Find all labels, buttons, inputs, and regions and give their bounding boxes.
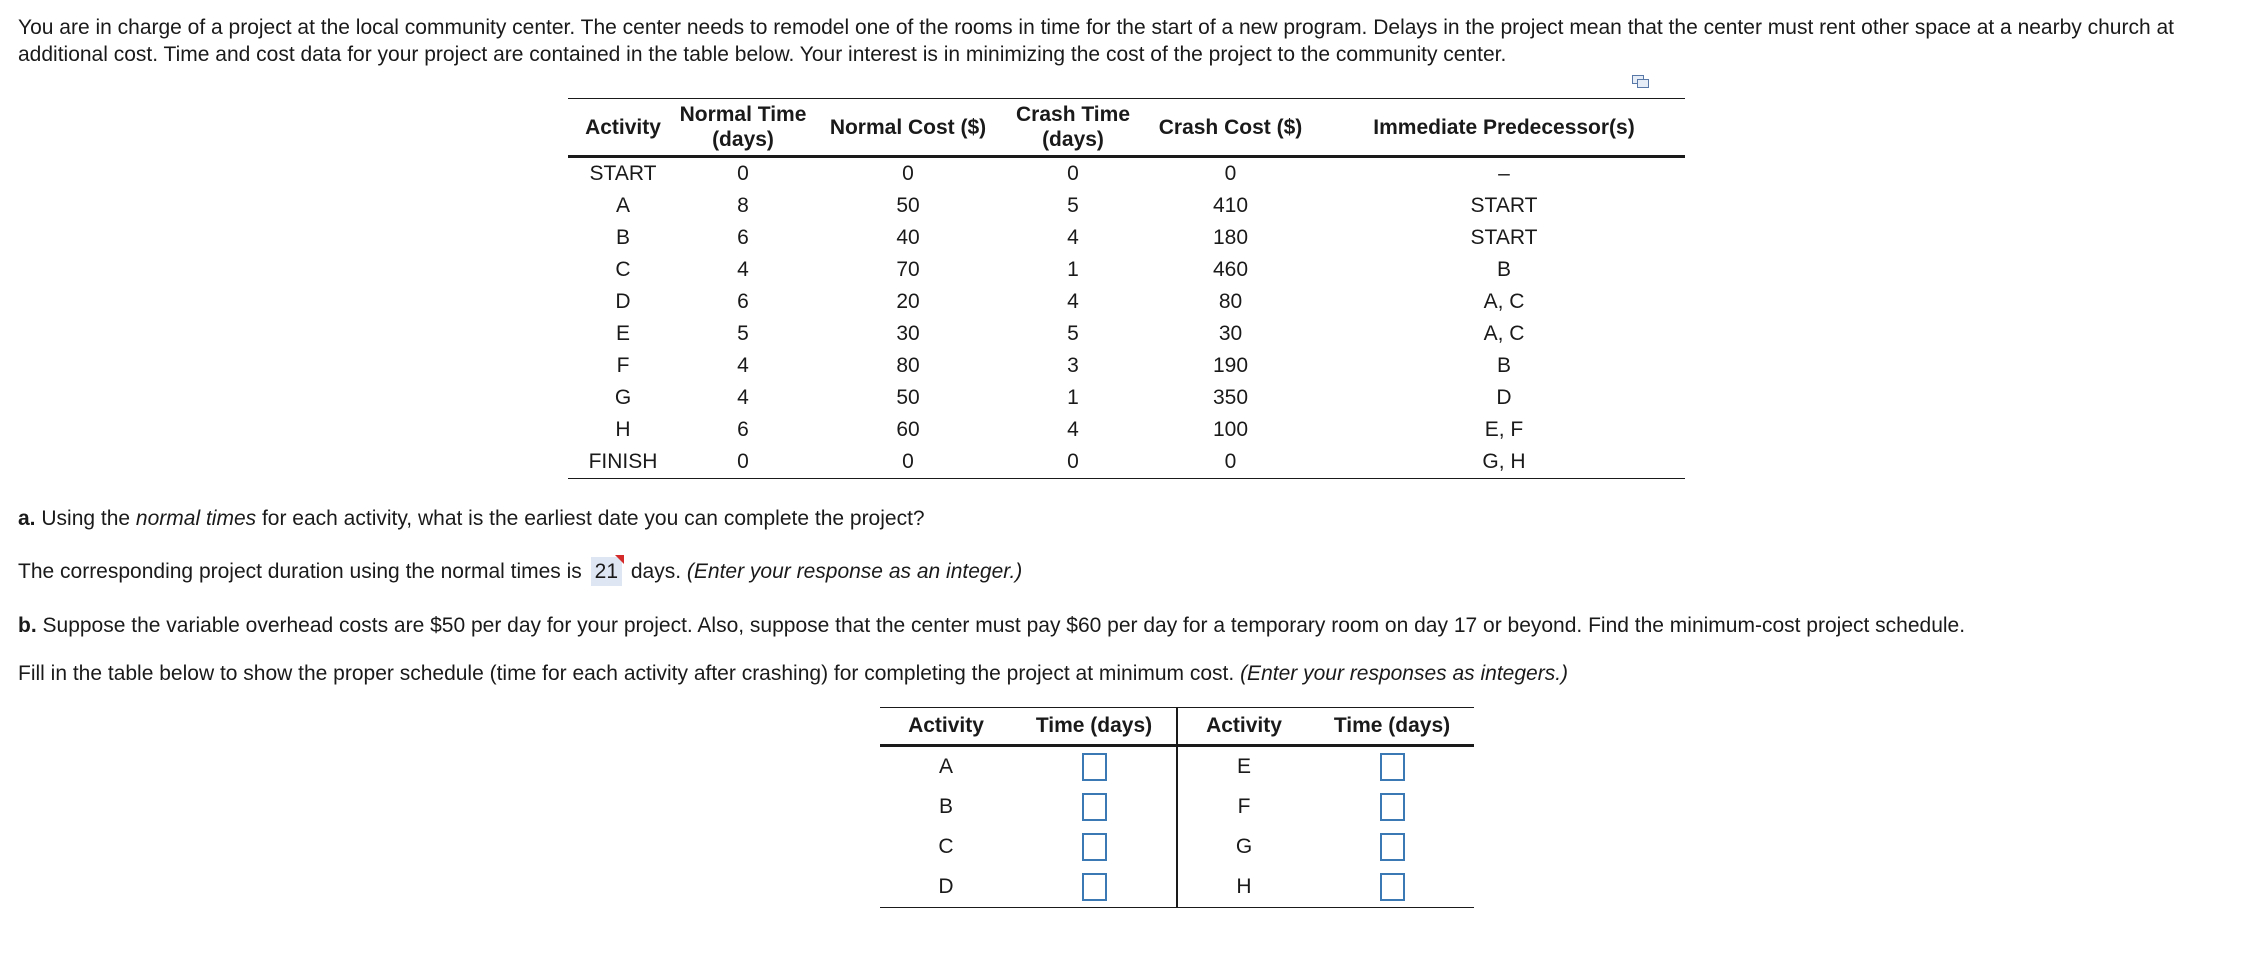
table-header-row (568, 99, 1685, 157)
schedule-table (880, 707, 1474, 908)
schedule-row (880, 746, 1474, 788)
cell-predecessors: START (1470, 194, 1538, 217)
cell-normal-cost: 0 (902, 162, 914, 185)
cell-normal-cost: 20 (896, 290, 920, 313)
cell-activity: FINISH (568, 446, 678, 479)
schedule-header-activity-right: Activity (1177, 708, 1310, 746)
cell-crash-cost: 0 (1138, 446, 1323, 479)
header-normal-cost: Normal Cost ($) (808, 99, 1008, 157)
cell-crash-time: 0 (1067, 162, 1079, 185)
part-a-answer-hint: (Enter your response as an integer.) (686, 560, 1023, 583)
part-b-instruction-hint: (Enter your responses as integers.) (1240, 662, 1569, 685)
schedule-header-time-right: Time (days) (1310, 708, 1474, 746)
table-row (568, 286, 1685, 318)
part-a-question-emphasis: normal times (135, 507, 257, 530)
table-row (568, 190, 1685, 222)
part-a-question (18, 505, 925, 532)
cell-normal-time: 4 (737, 258, 749, 281)
time-input-d[interactable] (1082, 873, 1107, 901)
part-a-answer-field[interactable]: 21 (591, 557, 622, 586)
cell-normal-cost: 50 (896, 194, 920, 217)
cell-predecessors: E, F (1484, 418, 1524, 441)
part-b-instruction-text: Fill in the table below to show the proper schedule (time for each activity after crashing) for completing the project at minimum cost. (18, 662, 1235, 685)
schedule-activity-label: H (1177, 867, 1310, 908)
schedule-header-time-left: Time (days) (1012, 708, 1177, 746)
cell-activity: H (615, 418, 631, 441)
cell-activity: START (589, 162, 657, 185)
header-crash-time: Crash Time (days) (1008, 99, 1138, 157)
schedule-row (880, 867, 1474, 908)
part-a-question-post: for each activity, what is the earliest date you can complete the project? (261, 507, 925, 530)
copy-table-icon[interactable] (1632, 75, 1650, 89)
cell-crash-cost: 80 (1218, 290, 1243, 313)
table-row (568, 318, 1685, 350)
schedule-activity-label: E (1236, 755, 1251, 778)
time-input-c[interactable] (1082, 833, 1107, 861)
cell-predecessors: A, C (1483, 322, 1525, 345)
cell-normal-time: 4 (737, 386, 749, 409)
cell-crash-time: 4 (1067, 418, 1079, 441)
cell-crash-time: 1 (1067, 258, 1079, 281)
table-row (568, 157, 1685, 191)
cell-activity: A (615, 194, 630, 217)
cell-normal-cost: 0 (808, 446, 1008, 479)
cell-crash-time: 4 (1067, 226, 1079, 249)
cell-crash-cost: 350 (1212, 386, 1249, 409)
table-row (568, 414, 1685, 446)
cell-crash-cost: 100 (1212, 418, 1249, 441)
cell-activity: G (614, 386, 632, 409)
cell-normal-cost: 50 (896, 386, 920, 409)
cell-normal-time: 8 (737, 194, 749, 217)
cell-normal-time: 6 (737, 226, 749, 249)
schedule-time-cell (1310, 867, 1474, 908)
table-row (568, 350, 1685, 382)
schedule-activity-label: A (938, 755, 953, 778)
part-b-question (18, 612, 1965, 639)
cell-activity: F (616, 354, 630, 377)
header-normal-time: Normal Time (days) (678, 99, 808, 157)
schedule-activity-label: B (938, 795, 953, 818)
intro-text-block (18, 14, 2243, 68)
cell-crash-time: 3 (1067, 354, 1079, 377)
schedule-header-row (880, 708, 1474, 746)
cell-normal-time: 0 (737, 162, 749, 185)
cell-crash-time: 1 (1067, 386, 1079, 409)
part-b-instruction (18, 660, 1568, 687)
cell-crash-time: 5 (1067, 322, 1079, 345)
table-row (568, 446, 1685, 479)
header-predecessors: Immediate Predecessor(s) (1323, 99, 1685, 157)
schedule-activity-label: F (1237, 795, 1251, 818)
cell-predecessors: – (1498, 162, 1510, 185)
cell-normal-cost: 70 (896, 258, 920, 281)
time-input-h[interactable] (1380, 873, 1405, 901)
cell-crash-cost: 0 (1224, 162, 1237, 185)
cell-predecessors: START (1470, 226, 1538, 249)
header-crash-cost: Crash Cost ($) (1138, 99, 1323, 157)
time-input-f[interactable] (1380, 793, 1405, 821)
cell-crash-cost: 180 (1212, 226, 1249, 249)
part-a-answer-line (18, 557, 1022, 586)
cell-crash-cost: 190 (1212, 354, 1249, 377)
cell-crash-cost: 410 (1212, 194, 1249, 217)
part-a-answer-pre: The corresponding project duration using the normal times is (18, 560, 582, 583)
cell-activity: C (615, 258, 631, 281)
cell-crash-cost: 30 (1218, 322, 1243, 345)
schedule-time-cell (1012, 867, 1177, 908)
cell-normal-cost: 30 (896, 322, 920, 345)
part-a-label: a. (18, 507, 36, 530)
part-a-answer-post: days. (630, 560, 682, 583)
cell-crash-time: 4 (1067, 290, 1079, 313)
cell-crash-time: 0 (1008, 446, 1138, 479)
cell-crash-cost: 460 (1212, 258, 1249, 281)
cell-normal-time: 0 (678, 446, 808, 479)
schedule-row (880, 787, 1474, 827)
part-a-question-pre: Using the (41, 507, 131, 530)
schedule-time-cell (1012, 787, 1177, 827)
schedule-activity-label: C (938, 835, 954, 858)
cell-activity: E (615, 322, 630, 345)
cell-normal-time: 4 (737, 354, 749, 377)
schedule-time-cell (1310, 746, 1474, 788)
project-data-table (568, 98, 1685, 479)
schedule-time-cell (1012, 746, 1177, 788)
cell-activity: B (615, 226, 630, 249)
table-row (568, 222, 1685, 254)
time-input-g[interactable] (1380, 833, 1405, 861)
schedule-row (880, 827, 1474, 867)
schedule-activity-label: G (1235, 835, 1253, 858)
cell-predecessors: D (1496, 386, 1512, 409)
schedule-time-cell (1310, 827, 1474, 867)
cell-predecessors: B (1496, 354, 1511, 377)
table-row (568, 254, 1685, 286)
cell-normal-cost: 60 (896, 418, 920, 441)
table-row (568, 382, 1685, 414)
cell-normal-cost: 80 (896, 354, 920, 377)
part-b-question-text: Suppose the variable overhead costs are $50 per day for your project. Also, suppose that the center must pay $60 per day for a temporary room on day 17 or beyond. Find the minimum-cost project schedule. (42, 614, 1966, 637)
schedule-time-cell (1310, 787, 1474, 827)
schedule-header-activity-left: Activity (880, 708, 1012, 746)
cell-normal-time: 6 (737, 290, 749, 313)
cell-predecessors: A, C (1483, 290, 1525, 313)
cell-predecessors: G, H (1323, 446, 1685, 479)
cell-normal-time: 5 (737, 322, 749, 345)
time-input-b[interactable] (1082, 793, 1107, 821)
cell-predecessors: B (1496, 258, 1511, 281)
header-activity: Activity (568, 99, 678, 157)
cell-normal-cost: 40 (896, 226, 920, 249)
schedule-time-cell (1012, 827, 1177, 867)
intro-paragraph: You are in charge of a project at the local community center. The center needs to remodel one of the rooms in time for the start of a new program. Delays in the project mean that the center must rent other space at a nearby church at additional cost. Time and cost data for your project are contained in the table below. Your interest is in minimizing the cost of the project to the community center. (18, 16, 2174, 66)
time-input-a[interactable] (1082, 753, 1107, 781)
time-input-e[interactable] (1380, 753, 1405, 781)
schedule-activity-label: D (880, 867, 1012, 908)
cell-crash-time: 5 (1067, 194, 1079, 217)
part-b-label: b. (18, 614, 37, 637)
cell-activity: D (615, 290, 631, 313)
cell-normal-time: 6 (737, 418, 749, 441)
